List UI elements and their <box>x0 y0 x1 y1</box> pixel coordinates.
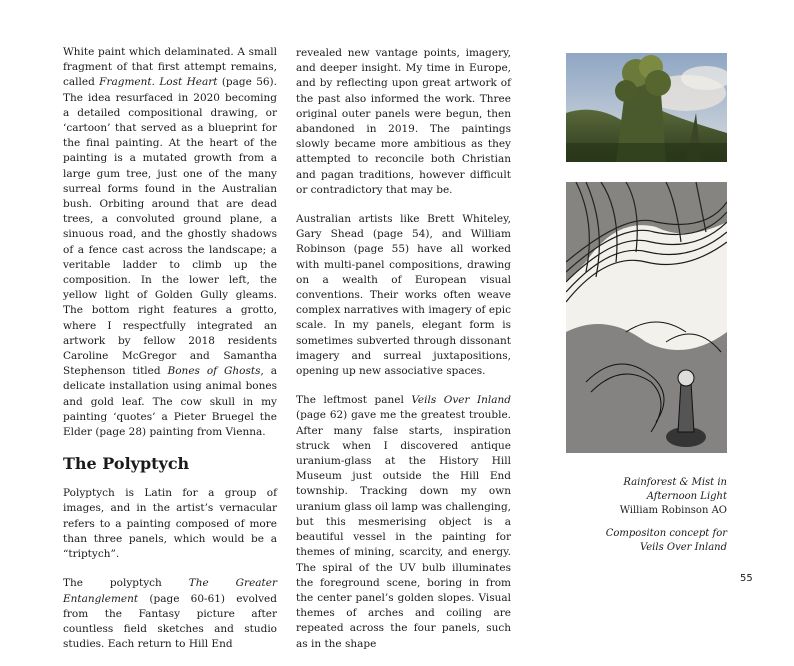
text: The polyptych <box>63 577 189 590</box>
text: (page 62) gave me the greatest trouble. After many false starts, inspiration struck when I discovered antique uranium-glass at the History Hill Museum just outside the Hill End township. Tracking down my own uranium glass oil lamp was challenging, but this mesmerising object is a beautiful vessel in the painting for themes of mining, scarcity, and energy. The spiral of the UV bulb illuminates the foreground scene, boring in from the center panel’s golden slopes. Visual themes of arches and coiling are repeated across the four panels, such as in the shape <box>296 409 511 650</box>
text-column-left <box>63 45 277 666</box>
paragraph <box>296 393 511 651</box>
caption-title-line: Rainforest & Mist in <box>623 477 727 488</box>
text: White paint which delaminated. A small fragment of that first attempt remains, called <box>63 46 277 89</box>
section-heading: The Polyptych <box>63 454 190 474</box>
caption-text: Veils Over Inland <box>639 542 727 553</box>
ink-drawing-icon <box>566 182 727 453</box>
paragraph: Polyptych is Latin for a group of images, and in the artist’s vernacular refers to a painting composed of more than three panels, which would be a “triptych”. <box>63 487 277 561</box>
caption-title-line: Afternoon Light <box>646 491 727 502</box>
paragraph: revealed new vantage points, imagery, and deeper insight. My time in Europe, and by reflecting upon great artwork of the past also informed the work. Three original outer panels were begun, then abandoned in 2019. The paintings slowly became more ambitious as they attempted to reconcile both Christian and pagan traditions, however difficult or contradictory that may be. <box>296 47 511 196</box>
text-column-middle <box>296 46 511 666</box>
paragraph <box>63 576 277 652</box>
ink-drawing-image <box>566 182 727 453</box>
text: , a delicate installation using animal bones and gold leaf. The cow skull in my painting ‘quotes’ a Pieter Bruegel the Elder (page 28) painting from Vienna. <box>63 365 277 439</box>
image-caption <box>566 527 727 555</box>
text: (page 56). The idea resurfaced in 2020 becoming a detailed compositional drawing, or ‘cartoon’ that served as a blueprint for the final painting. At the heart of the painting is a mutated growth from a large gum tree, just one of the many surreal forms found in the Australian bush. Orbiting around that are dead trees, a convoluted ground plane, a sinuous road, and the ghostly shadows of a fence cast across the landscape; a veritable ladder to climb up the composition. In the lower left, the yellow light of Golden Gully gleams. The bottom right features a grotto, where I respectfully integrated an artwork by fellow 2018 residents Caroline McGregor and Samantha Stephenson titled <box>63 76 277 378</box>
caption-title <box>566 490 727 504</box>
text: (page 60-61) evolved from the Fantasy picture after countless field sketches and studio studies. Each return to Hill End <box>63 592 277 651</box>
paragraph: Australian artists like Brett Whiteley, Gary Shead (page 54), and William Robinson (page 55) have all worked with multi-panel compositions, drawing on a wealth of European visual conventions. Their works often weave complex narratives with imagery of epic scale. In my panels, elegant form is sometimes subverted through dissonant imagery and surreal juxtapositions, opening up new associative spaces. <box>296 213 511 378</box>
landscape-painting-image <box>566 53 727 162</box>
caption-text: Compositon concept for <box>605 528 727 539</box>
landscape-painting-icon <box>566 53 727 162</box>
artwork-title: Fragment. Lost Heart <box>99 76 218 89</box>
artwork-title: Bones of Ghosts <box>167 365 261 378</box>
text: The leftmost panel <box>296 394 412 407</box>
caption-artist: William Robinson AO <box>619 505 727 516</box>
page-number: 55 <box>740 573 753 584</box>
paragraph <box>63 45 277 440</box>
caption-line <box>566 541 727 555</box>
image-caption <box>566 476 727 518</box>
artwork-title: The Greater Entanglement <box>63 577 277 605</box>
artwork-title: Veils Over Inland <box>411 394 511 407</box>
caption-title <box>566 476 727 490</box>
caption-line <box>566 527 727 541</box>
